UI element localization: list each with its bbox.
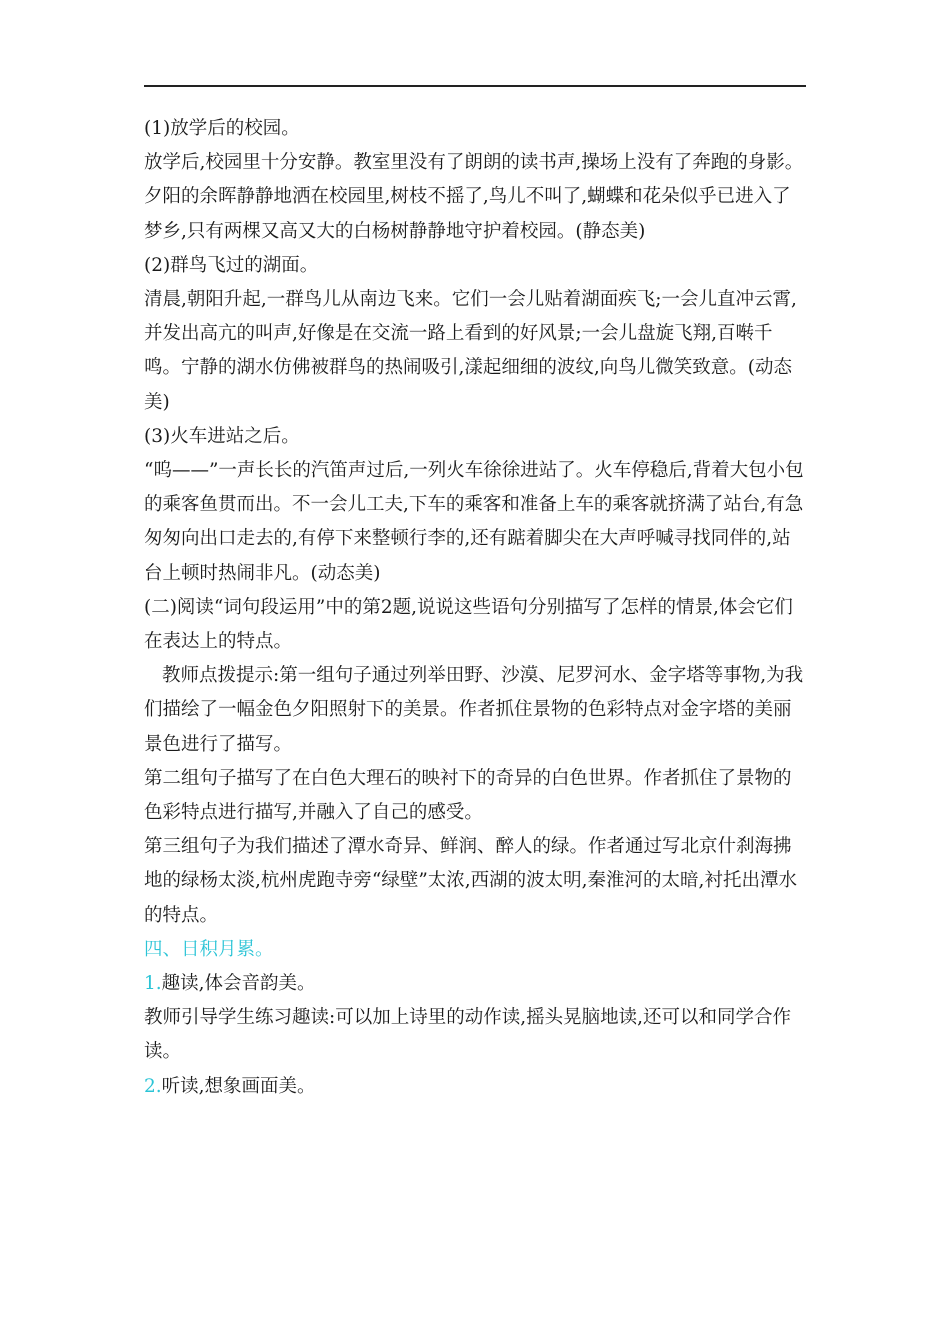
- section-4-heading: 四、日积月累。: [144, 938, 274, 960]
- item-2-text: 听读,想象画面美。: [161, 1075, 316, 1097]
- paragraph-group-3: 第三组句子为我们描述了潭水奇异、鲜润、醉人的绿。作者通过写北京什刹海拂地的绿杨太淡,杭州虎跑寺旁“绿壁”太浓,西湖的波太明,秦淮河的太暗,衬托出潭水的特点。: [144, 836, 797, 926]
- subsection-title-2: (2)群鸟飞过的湖面。: [144, 254, 319, 276]
- teacher-hint: 教师点拨提示:第一组句子通过列举田野、沙漠、尼罗河水、金字塔等事物,为我们描绘了一幅金色夕阳照射下的美景。作者抓住景物的色彩特点对金字塔的美丽景色进行了描写。: [144, 665, 804, 755]
- document-body: [144, 112, 808, 1104]
- paragraph-quiet-campus: 放学后,校园里十分安静。教室里没有了朗朗的读书声,操场上没有了奔跑的身影。夕阳的余晖静静地洒在校园里,树枝不摇了,鸟儿不叫了,蝴蝶和花朵似乎已进入了梦乡,只有两棵又高又大的白杨树静静地守护着校园。(静态美): [144, 152, 804, 242]
- item-1-number: 1.: [144, 973, 162, 995]
- subsection-title-1: (1)放学后的校园。: [144, 118, 300, 139]
- section-4-item-2: [144, 1070, 808, 1104]
- paragraph-group-2: 第二组句子描写了在白色大理石的映衬下的奇异的白色世界。作者抓住了景物的色彩特点进行描写,并融入了自己的感受。: [144, 767, 792, 824]
- paragraph-birds-lake: 清晨,朝阳升起,一群鸟儿从南边飞来。它们一会儿贴着湖面疾飞;一会儿直冲云霄,并发出高亢的叫声,好像是在交流一路上看到的好风景;一会儿盘旋飞翔,百啭千鸣。宁静的湖水仿佛被群鸟的热闹吸引,漾起细细的波纹,向鸟儿微笑致意。(动态美): [144, 289, 797, 413]
- subsection-title-3: (3)火车进站之后。: [144, 425, 300, 447]
- paragraph-train-station: “呜——”一声长长的汽笛声过后,一列火车徐徐进站了。火车停稳后,背着大包小包的乘客鱼贯而出。不一会儿工夫,下车的乘客和准备上车的乘客就挤满了站台,有急匆匆向出口走去的,有停下来整顿行李的,还有踮着脚尖在大声呼喊寻找同伴的,站台上顿时热闹非凡。(动态美): [144, 460, 804, 584]
- section-2-title: (二)阅读“词句段运用”中的第2题,说说这些语句分别描写了怎样的情景,体会它们在表达上的特点。: [144, 596, 793, 653]
- item-1-text: 趣读,体会音韵美。: [161, 973, 316, 995]
- item-2-number: 2.: [144, 1075, 162, 1097]
- section-4-item-1: [144, 967, 808, 1001]
- header-rule: [144, 85, 806, 87]
- section-4-item-1-body: 教师引导学生练习趣读:可以加上诗里的动作读,摇头晃脑地读,还可以和同学合作读。: [144, 1007, 791, 1063]
